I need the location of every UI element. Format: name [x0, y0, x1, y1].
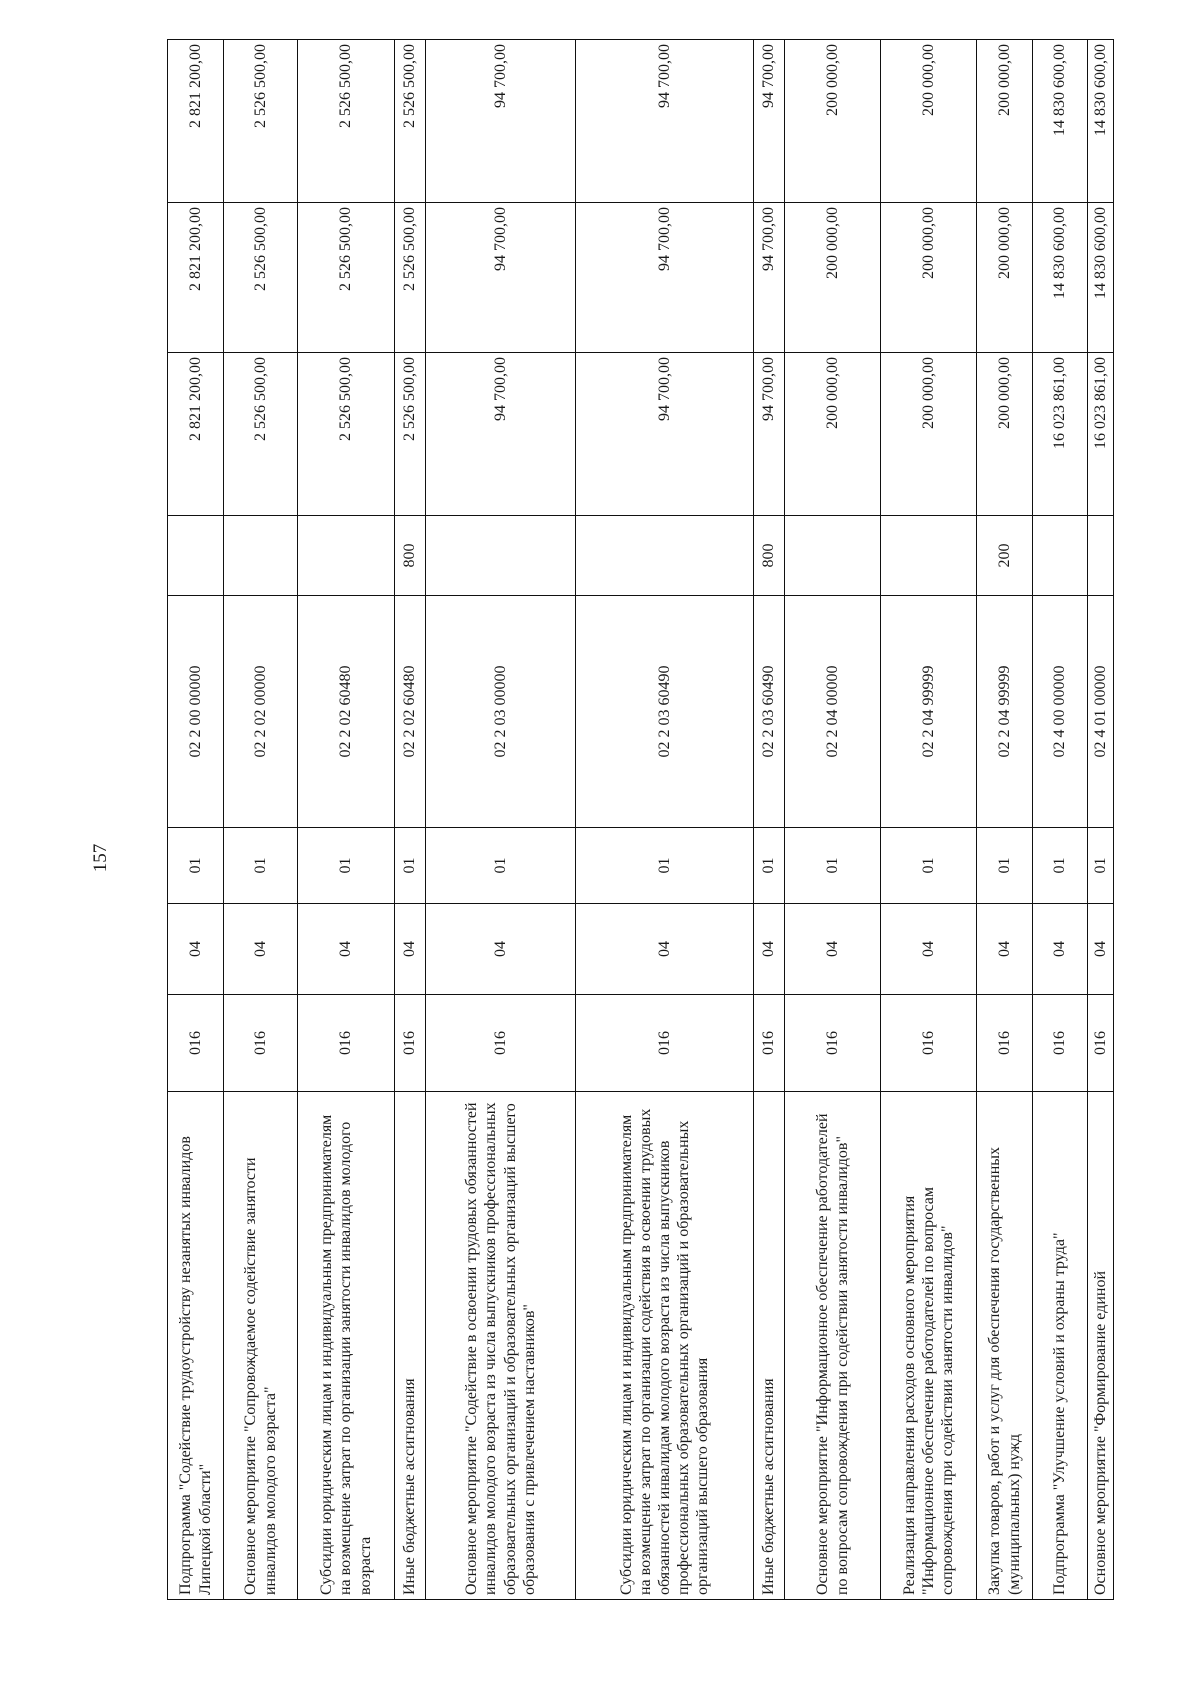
ministry-code: 016	[977, 995, 1033, 1092]
budget-table-body	[168, 40, 1114, 1600]
expense-type	[224, 516, 298, 596]
sum-2: 200 000,00	[785, 203, 881, 353]
expense-type: 800	[395, 516, 426, 596]
subsection-code: 01	[426, 828, 576, 904]
sum-1: 94 700,00	[754, 353, 785, 516]
row-name: Закупка товаров, работ и услуг для обеспечения государственных (муниципальных) нужд	[977, 1092, 1033, 1600]
table-row	[881, 40, 977, 1600]
expense-type	[1088, 516, 1114, 596]
subsection-code: 01	[1033, 828, 1088, 904]
target-article: 02 2 04 99999	[881, 596, 977, 828]
sum-3: 14 830 600,00	[1088, 40, 1114, 203]
section-code: 04	[168, 904, 224, 995]
expense-type	[168, 516, 224, 596]
section-code: 04	[1033, 904, 1088, 995]
table-row	[224, 40, 298, 1600]
subsection-code: 01	[881, 828, 977, 904]
table-row	[1088, 40, 1114, 1600]
sum-2: 2 821 200,00	[168, 203, 224, 353]
sum-1: 2 526 500,00	[224, 353, 298, 516]
row-name: Реализация направления расходов основного мероприятия "Информационное обеспечение работодателей по вопросам сопровождения при содействии занятости инвалидов"	[881, 1092, 977, 1600]
row-name: Основное мероприятие "Формирование единой	[1088, 1092, 1114, 1600]
section-code: 04	[298, 904, 395, 995]
subsection-code: 01	[576, 828, 754, 904]
rotated-table-sheet	[167, 40, 1129, 1600]
section-code: 04	[785, 904, 881, 995]
target-article: 02 2 02 00000	[224, 596, 298, 828]
ministry-code: 016	[1088, 995, 1114, 1092]
sum-3: 94 700,00	[426, 40, 576, 203]
section-code: 04	[977, 904, 1033, 995]
ministry-code: 016	[576, 995, 754, 1092]
sum-3: 2 526 500,00	[395, 40, 426, 203]
sum-3: 2 821 200,00	[168, 40, 224, 203]
sum-1: 200 000,00	[977, 353, 1033, 516]
table-row	[1033, 40, 1088, 1600]
section-code: 04	[1088, 904, 1114, 995]
sum-2: 200 000,00	[881, 203, 977, 353]
sum-2: 94 700,00	[754, 203, 785, 353]
ministry-code: 016	[395, 995, 426, 1092]
row-name: Субсидии юридическим лицам и индивидуальным предпринимателям на возмещение затрат по организации занятости инвалидов молодого возраста	[298, 1092, 395, 1600]
row-name: Основное мероприятие "Информационное обеспечение работодателей по вопросам сопровождения при содействии занятости инвалидов"	[785, 1092, 881, 1600]
section-code: 04	[224, 904, 298, 995]
expense-type	[298, 516, 395, 596]
sum-3: 2 526 500,00	[224, 40, 298, 203]
table-row	[298, 40, 395, 1600]
target-article: 02 4 00 00000	[1033, 596, 1088, 828]
ministry-code: 016	[1033, 995, 1088, 1092]
target-article: 02 2 04 99999	[977, 596, 1033, 828]
page-number: 157	[90, 843, 111, 873]
ministry-code: 016	[785, 995, 881, 1092]
sum-2: 94 700,00	[576, 203, 754, 353]
expense-type	[576, 516, 754, 596]
table-row	[168, 40, 224, 1600]
sum-2: 200 000,00	[977, 203, 1033, 353]
expense-type	[881, 516, 977, 596]
sum-2: 14 830 600,00	[1033, 203, 1088, 353]
subsection-code: 01	[1088, 828, 1114, 904]
section-code: 04	[881, 904, 977, 995]
target-article: 02 4 01 00000	[1088, 596, 1114, 828]
sum-2: 2 526 500,00	[298, 203, 395, 353]
sum-1: 2 821 200,00	[168, 353, 224, 516]
ministry-code: 016	[224, 995, 298, 1092]
ministry-code: 016	[754, 995, 785, 1092]
subsection-code: 01	[168, 828, 224, 904]
row-name: Основное мероприятие "Сопровождаемое содействие занятости инвалидов молодого возраста"	[224, 1092, 298, 1600]
target-article: 02 2 02 60480	[298, 596, 395, 828]
section-code: 04	[576, 904, 754, 995]
subsection-code: 01	[395, 828, 426, 904]
table-row	[426, 40, 576, 1600]
expense-type: 800	[754, 516, 785, 596]
sum-3: 94 700,00	[754, 40, 785, 203]
sum-1: 200 000,00	[785, 353, 881, 516]
expense-type	[426, 516, 576, 596]
table-row	[977, 40, 1033, 1600]
sum-3: 200 000,00	[785, 40, 881, 203]
section-code: 04	[426, 904, 576, 995]
target-article: 02 2 00 00000	[168, 596, 224, 828]
ministry-code: 016	[426, 995, 576, 1092]
row-name: Подпрограмма "Содействие трудоустройству незанятых инвалидов Липецкой области"	[168, 1092, 224, 1600]
target-article: 02 2 03 60490	[576, 596, 754, 828]
table-row	[576, 40, 754, 1600]
sum-3: 2 526 500,00	[298, 40, 395, 203]
expense-type	[1033, 516, 1088, 596]
row-name: Основное мероприятие "Содействие в освоении трудовых обязанностей инвалидов молодого возраста из числа выпускников профессиональных образовательных организаций и образовательных организаций высшего образования с привлечением наставников"	[426, 1092, 576, 1600]
subsection-code: 01	[977, 828, 1033, 904]
table-row	[395, 40, 426, 1600]
expense-type: 200	[977, 516, 1033, 596]
sum-3: 94 700,00	[576, 40, 754, 203]
sum-2: 2 526 500,00	[224, 203, 298, 353]
sum-1: 200 000,00	[881, 353, 977, 516]
sum-1: 94 700,00	[426, 353, 576, 516]
sum-1: 2 526 500,00	[395, 353, 426, 516]
budget-table	[167, 39, 1114, 1600]
row-name: Подпрограмма "Улучшение условий и охраны труда"	[1033, 1092, 1088, 1600]
sum-3: 200 000,00	[977, 40, 1033, 203]
sum-2: 94 700,00	[426, 203, 576, 353]
sum-3: 14 830 600,00	[1033, 40, 1088, 203]
row-name: Иные бюджетные ассигнования	[395, 1092, 426, 1600]
target-article: 02 2 04 00000	[785, 596, 881, 828]
sum-3: 200 000,00	[881, 40, 977, 203]
ministry-code: 016	[298, 995, 395, 1092]
ministry-code: 016	[168, 995, 224, 1092]
target-article: 02 2 03 00000	[426, 596, 576, 828]
sum-1: 2 526 500,00	[298, 353, 395, 516]
table-row	[754, 40, 785, 1600]
sum-1: 16 023 861,00	[1033, 353, 1088, 516]
table-row	[785, 40, 881, 1600]
subsection-code: 01	[298, 828, 395, 904]
target-article: 02 2 03 60490	[754, 596, 785, 828]
section-code: 04	[754, 904, 785, 995]
subsection-code: 01	[224, 828, 298, 904]
target-article: 02 2 02 60480	[395, 596, 426, 828]
sum-2: 14 830 600,00	[1088, 203, 1114, 353]
row-name: Субсидии юридическим лицам и индивидуальным предпринимателям на возмещение затрат по организации содействия в освоении трудовых обязанностей инвалидам молодого возраста из числа выпускников профессиональных образовательных организаций и образовательных организаций высшего образования	[576, 1092, 754, 1600]
sum-1: 94 700,00	[576, 353, 754, 516]
row-name: Иные бюджетные ассигнования	[754, 1092, 785, 1600]
expense-type	[785, 516, 881, 596]
sum-2: 2 526 500,00	[395, 203, 426, 353]
section-code: 04	[395, 904, 426, 995]
subsection-code: 01	[785, 828, 881, 904]
sum-1: 16 023 861,00	[1088, 353, 1114, 516]
ministry-code: 016	[881, 995, 977, 1092]
subsection-code: 01	[754, 828, 785, 904]
